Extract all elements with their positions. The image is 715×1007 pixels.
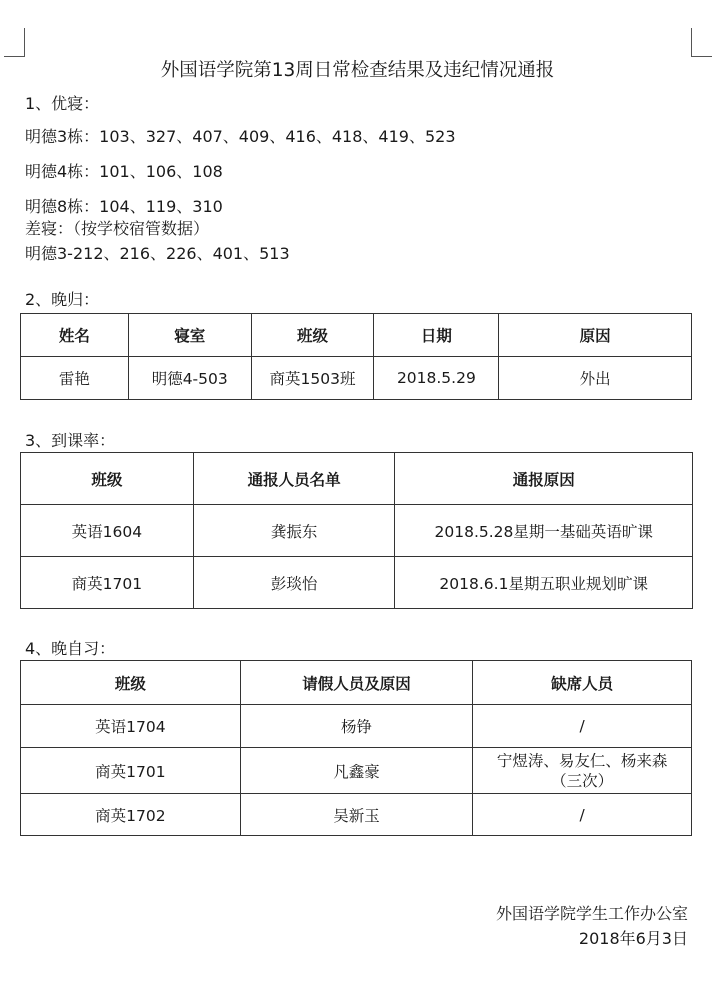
evening-study-table [20,660,692,836]
table-cell: 商英1701 [21,557,194,609]
table-cell: 英语1704 [21,705,241,748]
header-cell: 请假人员及原因 [240,661,473,705]
table-cell: 外出 [499,357,692,400]
header-cell: 班级 [21,661,241,705]
table-cell: / [473,705,692,748]
table-cell: 明德4-503 [128,357,251,400]
table-cell: / [473,794,692,836]
table-cell: 2018.5.28星期一基础英语旷课 [395,505,693,557]
table-cell: 凡鑫豪 [240,748,473,794]
table-row [21,557,693,609]
crop-mark-left [4,28,25,57]
header-cell: 姓名 [21,314,129,357]
header-cell: 原因 [499,314,692,357]
header-cell: 寝室 [128,314,251,357]
table-header-row [21,453,693,505]
page-title: 外国语学院第13周日常检查结果及违纪情况通报 [160,60,555,81]
table-cell: 商英1702 [21,794,241,836]
good-dorm-line: 明德4栋：101、106、108 [25,162,223,181]
absentee-names: 宁煜涛、易友仁、杨来森 [496,751,668,770]
section1-heading: 1、优寝： [25,94,100,113]
table-cell: 杨铮 [240,705,473,748]
header-cell: 通报人员名单 [193,453,395,505]
table-row [21,505,693,557]
table-row [21,357,692,400]
crop-mark-right [691,28,712,57]
good-dorm-line: 明德8栋：104、119、310 [25,197,223,216]
absentee-count: （三次） [551,771,614,790]
good-dorm-line: 明德3栋：103、327、407、409、416、418、419、523 [25,127,456,146]
table-cell: 雷艳 [21,357,129,400]
table-header-row [21,661,692,705]
table-row [21,794,692,836]
signature-date: 2018年6月3日 [578,929,688,948]
header-cell: 缺席人员 [473,661,692,705]
table-cell: 吴新玉 [240,794,473,836]
header-cell: 班级 [21,453,194,505]
bad-dorm-line: 明德3-212、216、226、401、513 [25,244,290,263]
section3-heading: 3、到课率： [25,431,116,450]
attendance-table [20,452,693,609]
signature-office: 外国语学院学生工作办公室 [495,904,688,923]
table-cell: 商英1701 [21,748,241,794]
table-cell [473,748,692,794]
header-cell: 通报原因 [395,453,693,505]
late-return-table [20,313,692,400]
header-cell: 班级 [251,314,374,357]
table-cell: 龚振东 [193,505,395,557]
section2-heading: 2、晚归： [25,290,100,309]
table-cell: 2018.5.29 [374,357,499,400]
table-row [21,705,692,748]
table-header-row [21,314,692,357]
table-row [21,748,692,794]
header-cell: 日期 [374,314,499,357]
table-cell: 2018.6.1星期五职业规划旷课 [395,557,693,609]
section4-heading: 4、晚自习： [25,639,116,658]
table-cell: 商英1503班 [251,357,374,400]
bad-dorm-heading: 差寝：（按学校宿管数据） [25,219,210,238]
table-cell: 彭琰怡 [193,557,395,609]
table-cell: 英语1604 [21,505,194,557]
